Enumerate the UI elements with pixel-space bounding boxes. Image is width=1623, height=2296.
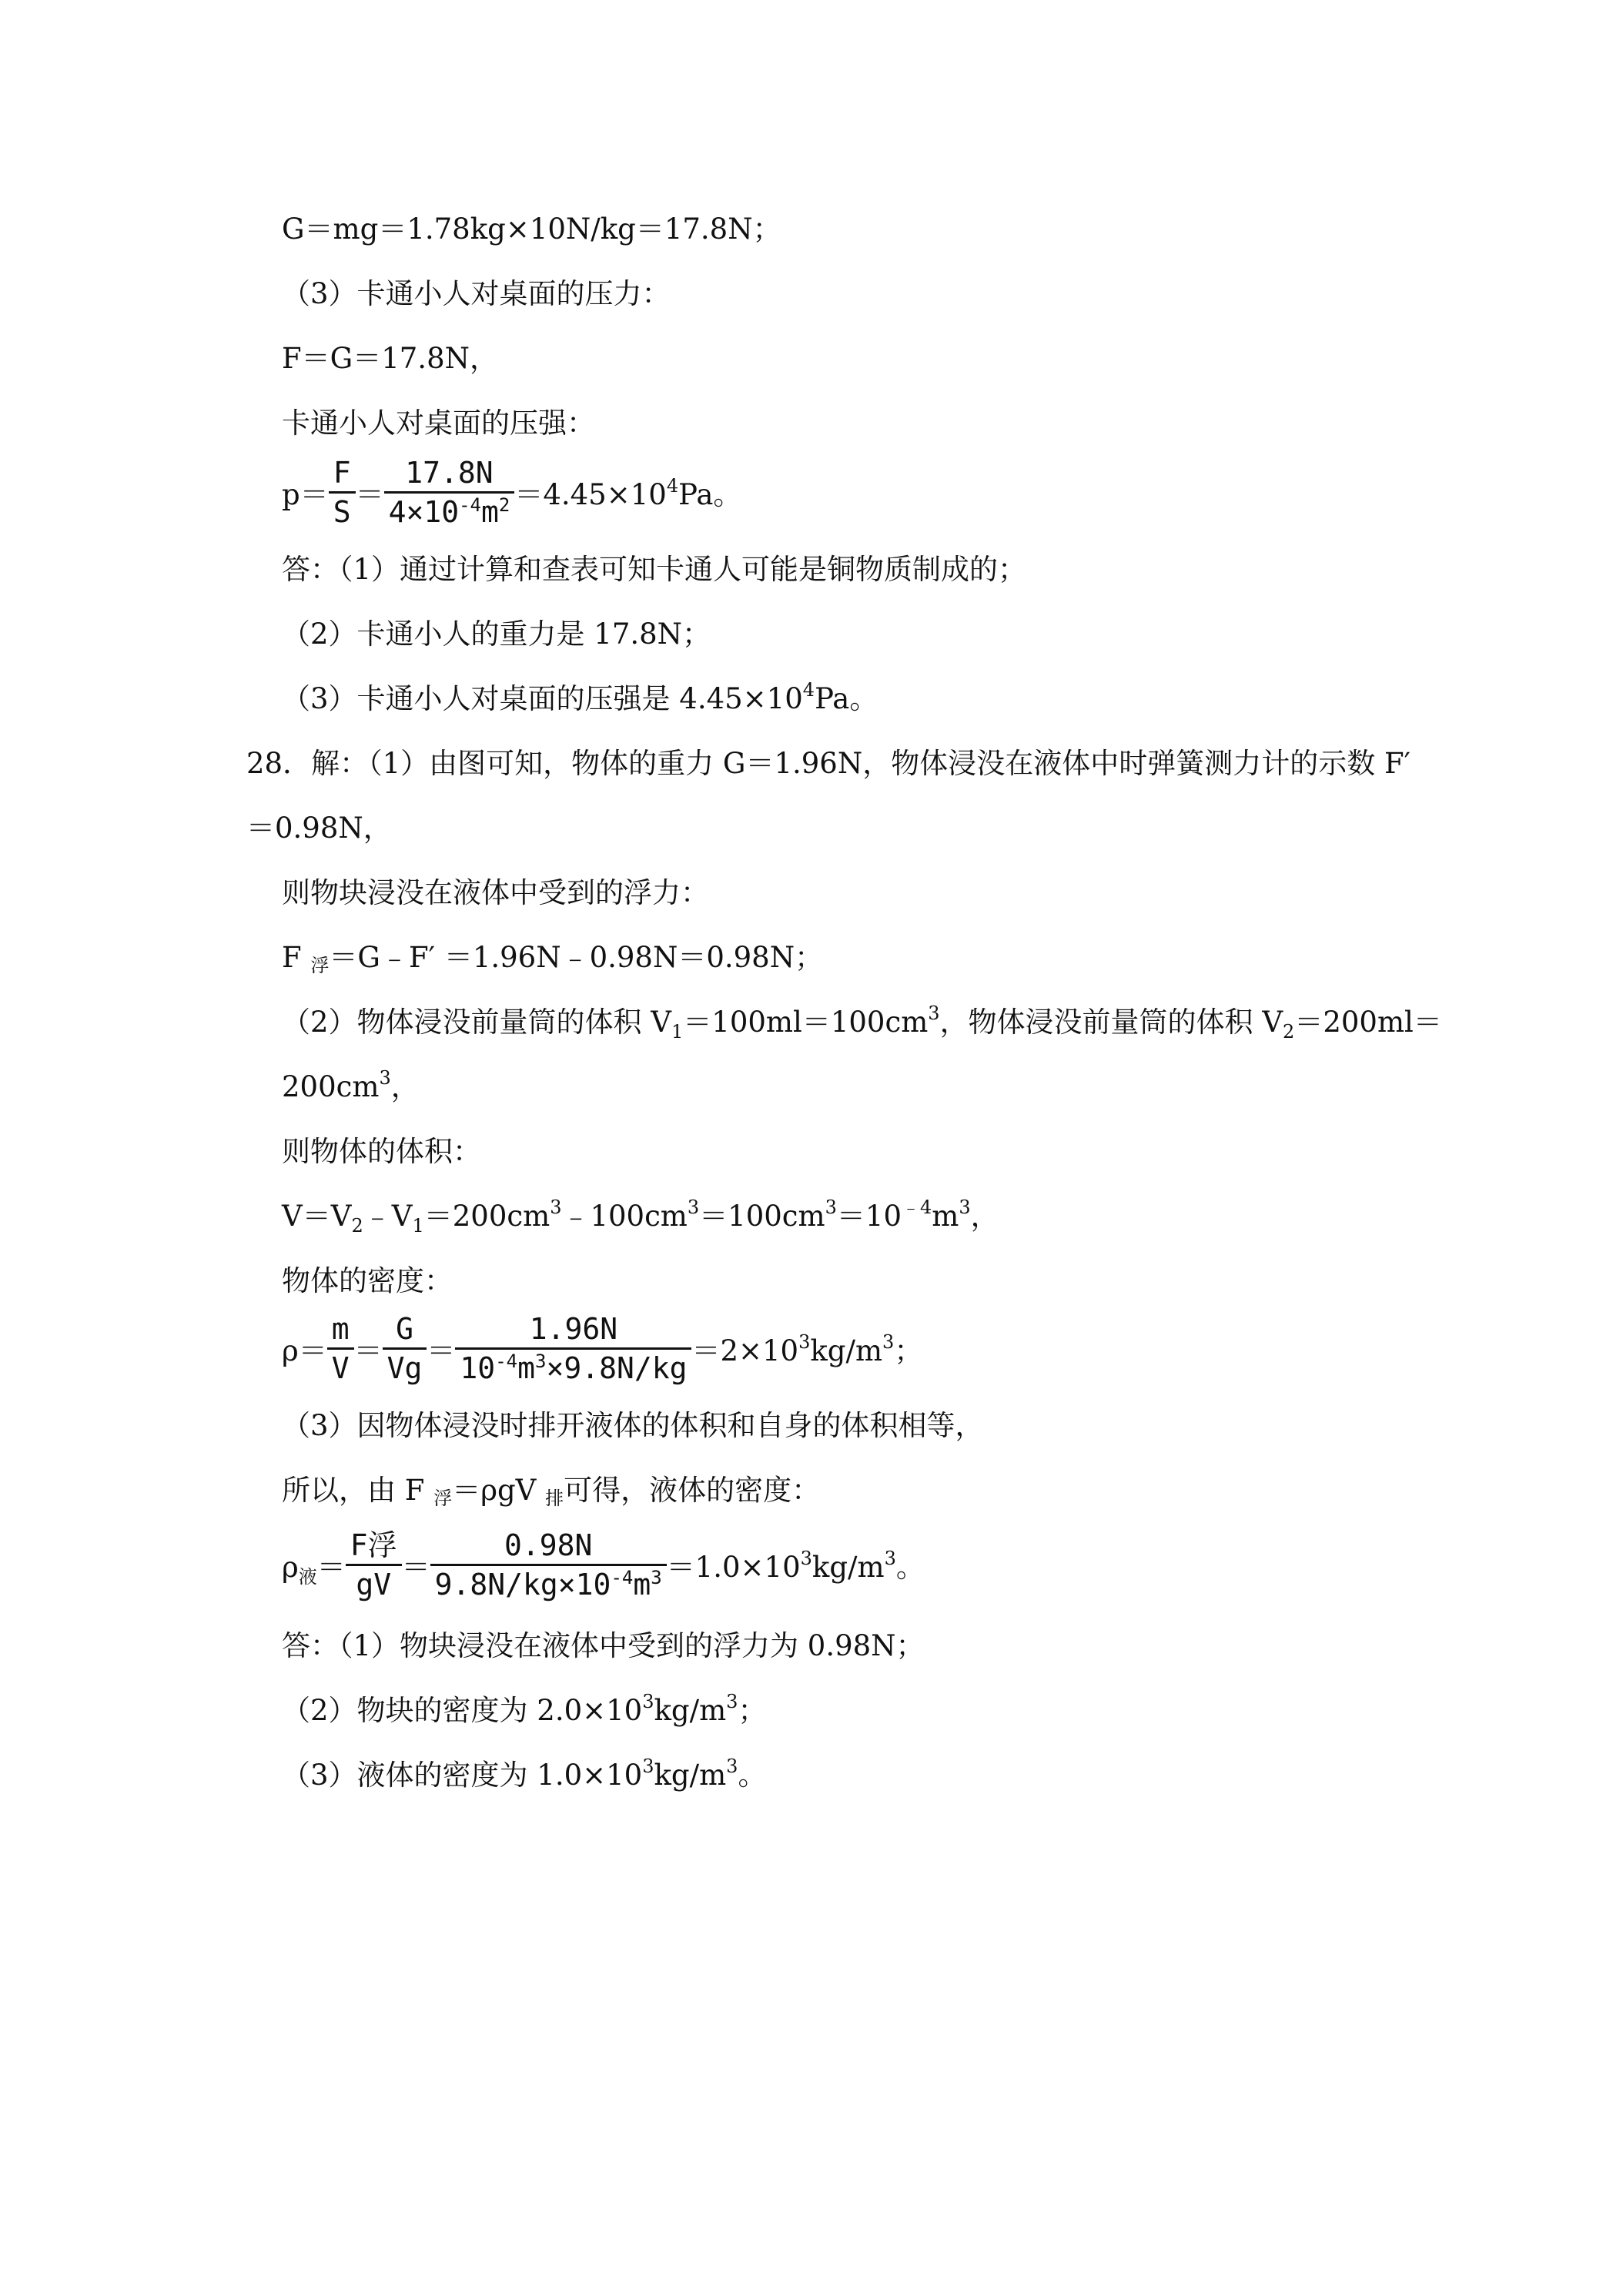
formula-text: ＝ — [355, 478, 384, 511]
text-line-buoyancy-label: 则物块浸没在液体中受到的浮力： — [282, 876, 709, 909]
formula-text: ＝ — [353, 1334, 383, 1367]
text-line-volumes: （2）物体浸没前量筒的体积 $V_1=100ml=100cm^3$，物体浸没前量筒的体积 $V_2=200ml=$ — [282, 1002, 1442, 1043]
formula-text: $\rho_液=$ — [282, 1551, 346, 1588]
fraction-denominator: $10^{-4}m^3\times 9.8N/kg$ — [460, 1350, 688, 1385]
text-line-density-label: 物体的密度： — [282, 1264, 453, 1297]
fraction-values — [430, 1527, 667, 1603]
formula-liquid-density — [282, 1518, 925, 1611]
text-line-buoyancy-calc: F 浮＝G﹣F′ ＝1.96N﹣0.98N＝0.98N； — [282, 941, 824, 976]
text-line-pressure-label: 卡通小人对桌面的压强： — [282, 407, 595, 440]
fraction-numerator: G — [396, 1311, 413, 1346]
fraction-m-over-v — [327, 1310, 354, 1387]
fraction-f-over-s — [329, 454, 356, 530]
fraction-denominator: $9.8N/kg\times 10^{-4}m^3$ — [434, 1566, 662, 1602]
fraction-values — [384, 454, 515, 530]
fraction-numerator: m — [331, 1311, 350, 1346]
fraction-numerator: F浮 — [350, 1528, 397, 1562]
text-line-final-answer-2: （2）物块的密度为 $2.0\times 10^3kg/m^3$； — [282, 1691, 767, 1727]
text-line-liquid-density-label: 所以，由 F 浮＝ρgV 排可得，液体的密度： — [282, 1474, 821, 1509]
fraction-denominator: V — [331, 1350, 350, 1385]
formula-result: $=1.0\times 10^3kg/m^3$。 — [666, 1548, 925, 1584]
fraction-values — [455, 1310, 691, 1387]
text-line-final-answer-1: 答：（1）物块浸没在液体中受到的浮力为 0.98N； — [282, 1629, 925, 1662]
text-line-pressure-heading: （3）卡通小人对桌面的压力： — [282, 277, 671, 310]
formula-result: $=2\times 10^3kg/m^3$； — [691, 1331, 923, 1367]
text-line-weight-calc: G＝mg＝1.78kg×10N/kg＝17.8N； — [282, 213, 781, 246]
text-line-volume-label: 则物体的体积： — [282, 1135, 481, 1168]
text-line-answer-2: （2）卡通小人的重力是 17.8N； — [282, 618, 711, 651]
fraction-numerator: 0.98N — [504, 1528, 593, 1562]
fraction-numerator: 17.8N — [405, 455, 494, 490]
text-line-volume-calc: $V=V_2﹣V_1=200cm^3﹣100cm^3=100cm^3=10^{﹣4}m^3$， — [282, 1197, 999, 1237]
formula-result: $=4.45\times 10^4Pa$。 — [514, 475, 742, 511]
text-line-q28-intro: 28．解：（1）由图可知，物体的重力 G＝1.96N，物体浸没在液体中时弹簧测力计的示数 F′ — [246, 747, 1411, 780]
fraction-denominator: S — [333, 494, 351, 529]
text-line-final-answer-3: （3）液体的密度为 $1.0\times 10^3kg/m^3$。 — [282, 1755, 767, 1792]
text-line-equal-volume: （3）因物体浸没时排开液体的体积和自身的体积相等， — [282, 1409, 984, 1442]
fraction-denominator: gV — [356, 1567, 392, 1602]
fraction-g-over-vg — [383, 1310, 427, 1387]
fraction-numerator: F — [333, 455, 351, 490]
text-line-answer-1: 答：（1）通过计算和查表可知卡通人可能是铜物质制成的； — [282, 553, 1027, 586]
formula-text: ρ＝ — [282, 1334, 327, 1367]
text-line-volumes-cont: $200cm^3$， — [282, 1067, 420, 1103]
text-line-force: F＝G＝17.8N， — [282, 342, 498, 375]
formula-text: p＝ — [282, 478, 329, 511]
fraction-fbuoy-over-gv — [346, 1527, 402, 1603]
text-line-q28-value: ＝0.98N， — [246, 812, 392, 845]
fraction-denominator: $4\times 10^{-4}m^2$ — [388, 494, 510, 529]
formula-text: ＝ — [427, 1334, 456, 1367]
formula-text: ＝ — [401, 1551, 430, 1584]
formula-object-density — [282, 1306, 922, 1391]
fraction-denominator: Vg — [387, 1350, 423, 1385]
formula-pressure — [282, 450, 741, 534]
text-line-answer-3: （3）卡通小人对桌面的压强是 $4.45\times 10^4Pa$。 — [282, 679, 878, 715]
fraction-numerator: 1.96N — [529, 1311, 618, 1346]
